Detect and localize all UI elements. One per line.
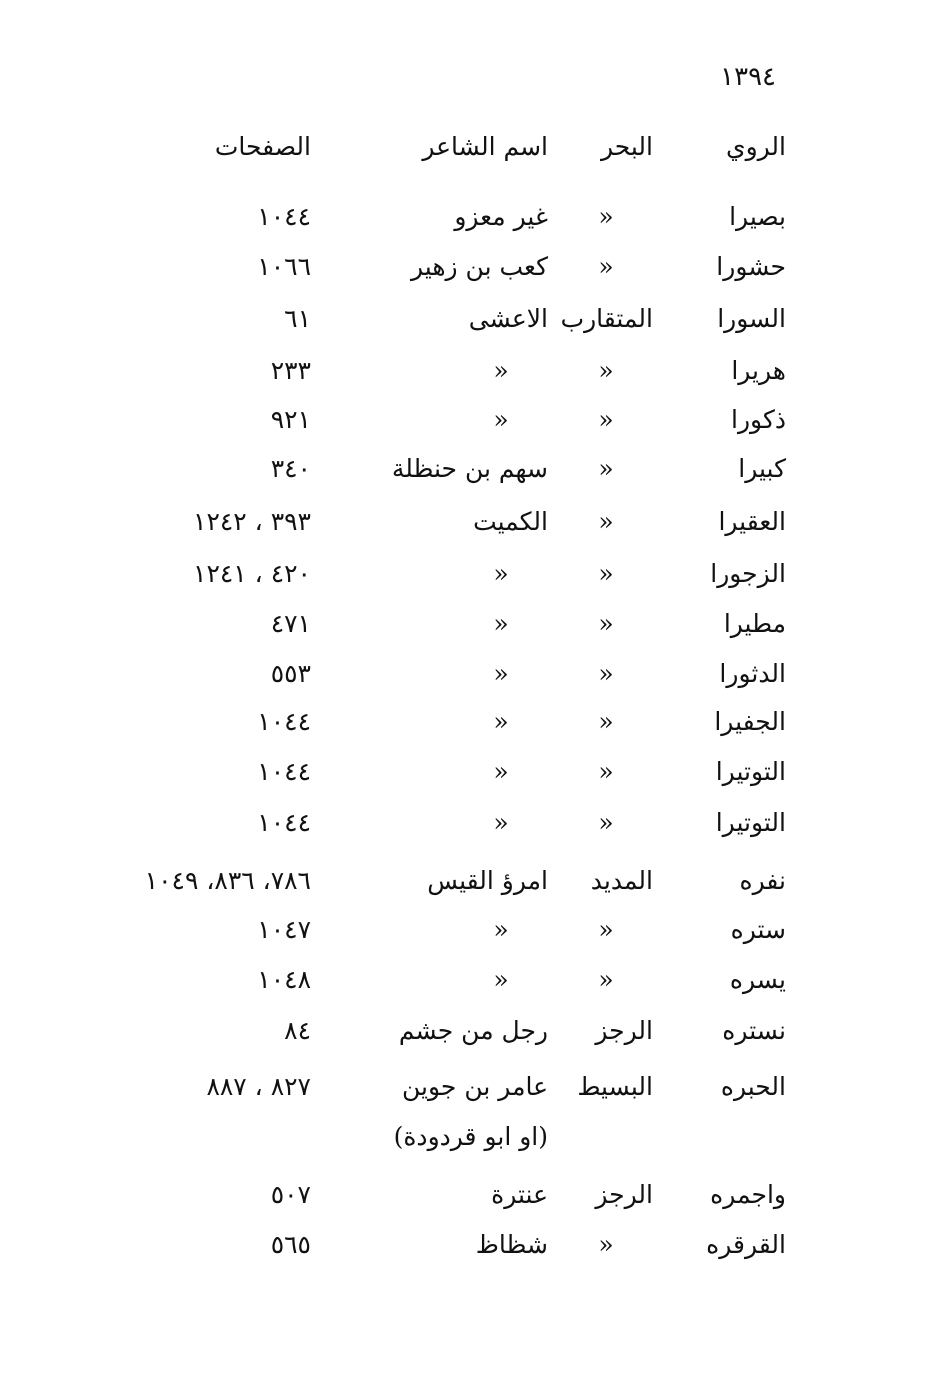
cell-rawi: الجفيرا	[714, 707, 786, 736]
cell-poet: «	[493, 757, 509, 786]
cell-poet: «	[493, 808, 509, 837]
cell-poet: رجل من جشم	[398, 1016, 548, 1045]
cell-pages: ٥٠٧	[270, 1180, 311, 1209]
cell-rawi: الزجورا	[710, 559, 786, 588]
cell-pages: ١٠٤٤	[257, 707, 311, 736]
cell-poet: «	[493, 965, 509, 994]
cell-poet: كعب بن زهير	[411, 252, 548, 281]
cell-poet: سهم بن حنظلة	[391, 454, 548, 483]
cell-bahr: «	[598, 808, 614, 837]
cell-poet: «	[493, 405, 509, 434]
cell-rawi: كبيرا	[738, 454, 786, 483]
cell-pages: ٥٦٥	[270, 1230, 311, 1259]
cell-rawi: ستره	[730, 915, 786, 944]
cell-rawi: مطيرا	[723, 609, 786, 638]
cell-poet: «	[493, 609, 509, 638]
cell-rawi: السورا	[717, 304, 786, 333]
cell-pages: ١٠٤٤	[257, 808, 311, 837]
cell-poet-line2: (او ابو قردودة)	[393, 1122, 548, 1151]
cell-bahr: «	[598, 757, 614, 786]
cell-bahr: «	[598, 659, 614, 688]
cell-bahr: «	[598, 965, 614, 994]
cell-bahr: المديد	[590, 866, 653, 895]
cell-pages: ٨٤	[284, 1016, 311, 1045]
cell-poet: عنترة	[491, 1180, 548, 1209]
cell-rawi: واجمره	[710, 1180, 786, 1209]
cell-pages: ٥٥٣	[270, 659, 311, 688]
cell-rawi: التوتيرا	[715, 808, 786, 837]
cell-rawi: بصيرا	[729, 202, 786, 231]
cell-bahr: «	[598, 405, 614, 434]
cell-bahr: «	[598, 707, 614, 736]
header-poet: اسم الشاعر	[422, 132, 548, 161]
cell-poet: شظاظ	[475, 1230, 548, 1259]
cell-bahr: «	[598, 202, 614, 231]
cell-poet: «	[493, 659, 509, 688]
cell-rawi: العقيرا	[718, 507, 786, 536]
cell-bahr: «	[598, 454, 614, 483]
cell-bahr: «	[598, 609, 614, 638]
cell-poet: امرؤ القيس	[427, 866, 548, 895]
cell-bahr: الرجز	[595, 1016, 653, 1045]
cell-pages: ٦١	[284, 304, 311, 333]
cell-pages: ١٠٤٨	[257, 965, 311, 994]
cell-bahr: الرجز	[595, 1180, 653, 1209]
cell-rawi: الدثورا	[719, 659, 786, 688]
cell-rawi: التوتيرا	[715, 757, 786, 786]
cell-poet: الاعشى	[468, 304, 548, 333]
cell-bahr: «	[598, 252, 614, 281]
cell-pages: ٨٢٧ ، ٨٨٧	[206, 1072, 311, 1101]
cell-poet: عامر بن جوين	[402, 1072, 548, 1101]
cell-poet: الكميت	[473, 507, 548, 536]
cell-pages: ١٠٦٦	[257, 252, 311, 281]
cell-rawi: يسره	[729, 965, 786, 994]
cell-bahr: المتقارب	[560, 304, 653, 333]
page-number: ١٣٩٤	[720, 62, 776, 92]
cell-poet: «	[493, 707, 509, 736]
cell-bahr: «	[598, 356, 614, 385]
cell-rawi: حشورا	[716, 252, 786, 281]
cell-pages: ١٠٤٧	[257, 915, 311, 944]
cell-pages: ٧٨٦، ٨٣٦، ١٠٤٩	[144, 866, 311, 895]
cell-pages: ٣٤٠	[270, 454, 311, 483]
header-pages: الصفحات	[214, 132, 311, 161]
cell-pages: ٢٣٣	[270, 356, 311, 385]
cell-rawi: نفره	[739, 866, 786, 895]
cell-pages: ١٠٤٤	[257, 757, 311, 786]
header-bahr: البحر	[600, 132, 653, 161]
cell-bahr: «	[598, 1230, 614, 1259]
cell-rawi: نستره	[722, 1016, 786, 1045]
cell-pages: ٣٩٣ ، ١٢٤٢	[193, 507, 311, 536]
header-rawi: الروي	[726, 132, 786, 161]
cell-bahr: البسيط	[577, 1072, 653, 1101]
cell-poet: «	[493, 559, 509, 588]
cell-rawi: القرقره	[706, 1230, 786, 1259]
cell-pages: ٤٧١	[270, 609, 311, 638]
cell-poet: غير معزو	[454, 202, 548, 231]
cell-rawi: الحبره	[720, 1072, 786, 1101]
cell-bahr: «	[598, 507, 614, 536]
cell-poet: «	[493, 915, 509, 944]
cell-bahr: «	[598, 915, 614, 944]
cell-rawi: هريرا	[731, 356, 786, 385]
cell-pages: ٩٢١	[270, 405, 311, 434]
cell-rawi: ذكورا	[731, 405, 786, 434]
cell-bahr: «	[598, 559, 614, 588]
cell-pages: ٤٢٠ ، ١٢٤١	[193, 559, 311, 588]
cell-pages: ١٠٤٤	[257, 202, 311, 231]
cell-poet: «	[493, 356, 509, 385]
